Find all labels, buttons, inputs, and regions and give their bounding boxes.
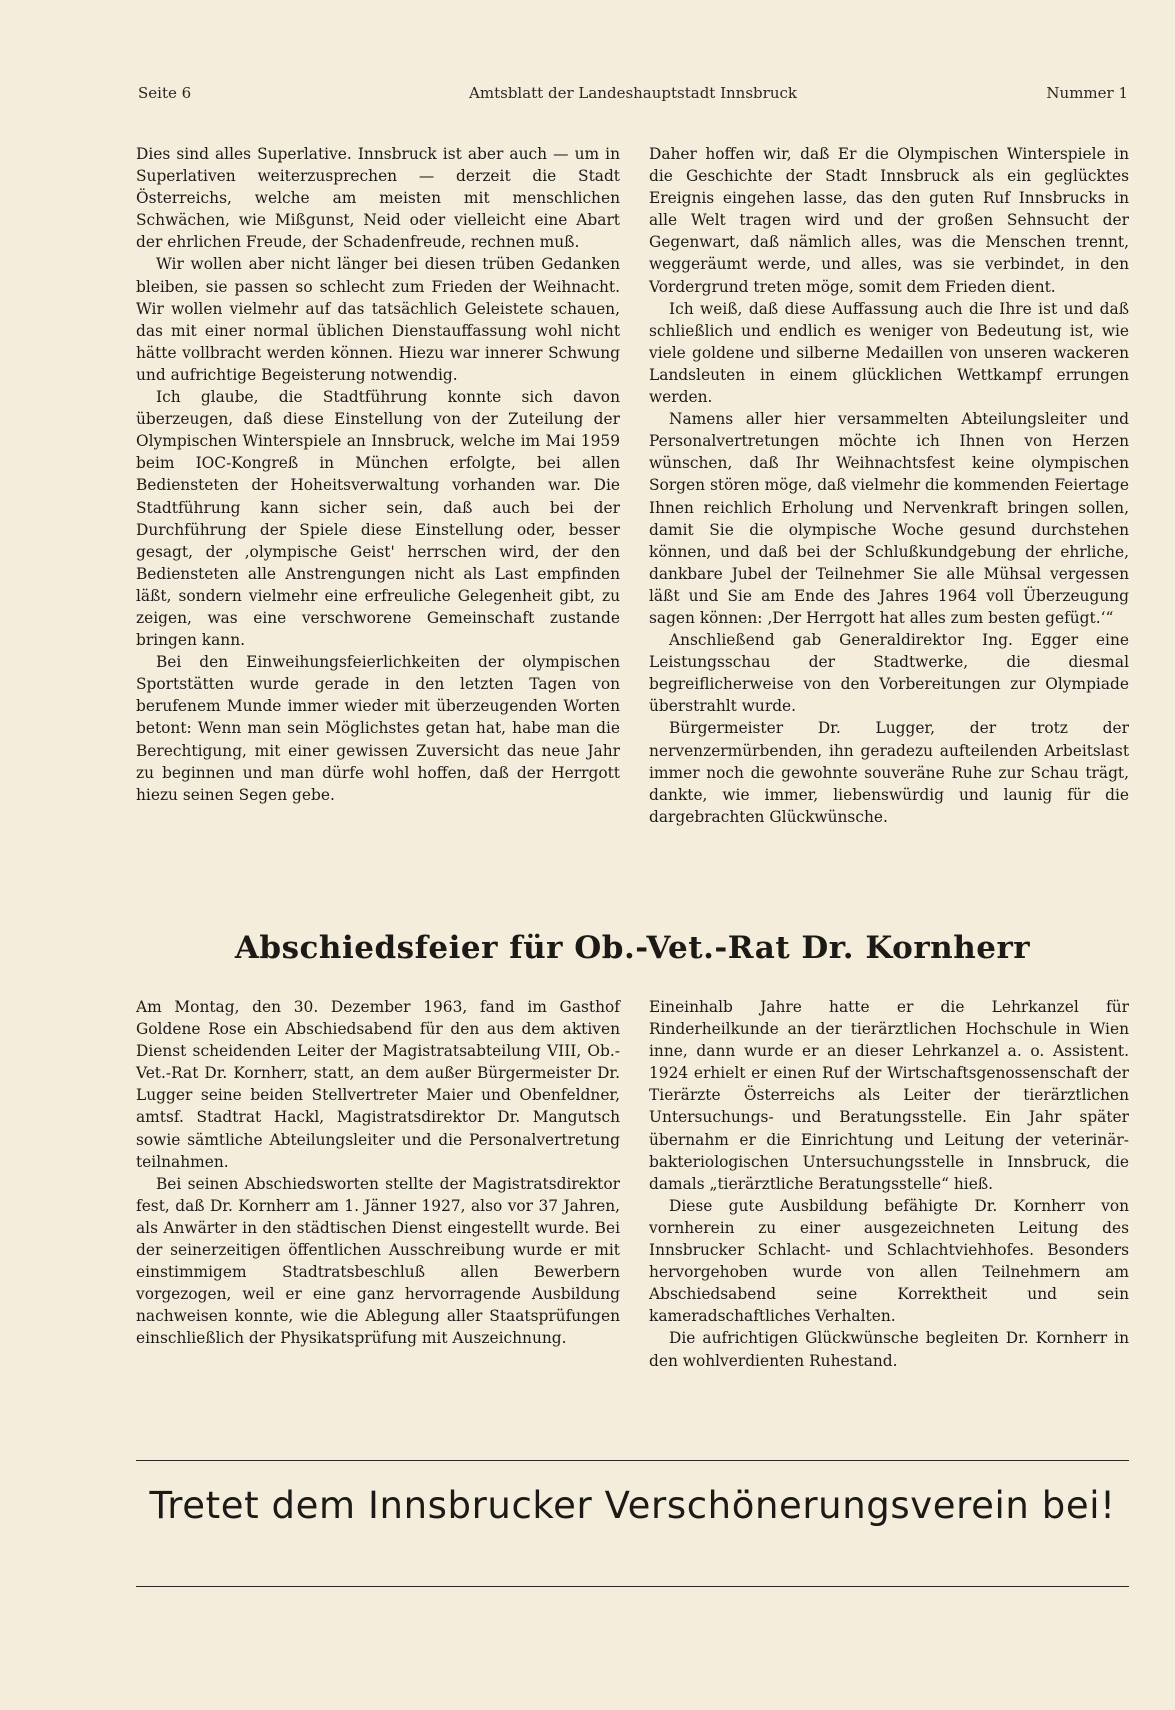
paragraph: Anschließend gab Generaldirektor Ing. Egger eine Leistungsschau der Stadtwerke, die diesmal begreiflicherweise von den Vorbereitungen zur Olympiade überstrahlt wurde. xyxy=(649,631,1129,716)
paragraph: Wir wollen aber nicht länger bei diesen trüben Gedanken bleiben, sie passen so schlecht zum Frieden der Weihnacht. Wir wollen vielmehr auf das tatsächlich Geleistete schauen, das mit einer normal üblichen Dienstauffassung wohl nicht hätte vollbracht werden können. Hiezu war innerer Schwung und aufrichtige Begeisterung notwendig. xyxy=(136,255,620,384)
paragraph: Bei den Einweihungsfeierlichkeiten der olympischen Sportstätten wurde gerade in den letzten Tagen von berufenem Munde immer wieder mit überzeugenden Worten betont: Wenn man sein Möglichstes getan hat, habe man die Berechtigung, mit einer gewissen Zuversicht das neue Jahr zu beginnen und man dürfe wohl hoffen, daß der Herrgott hiezu seinen Segen gebe. xyxy=(136,653,620,804)
paragraph: Ich glaube, die Stadtführung konnte sich davon überzeugen, daß diese Einstellung von der Zuteilung der Olympischen Winterspiele an Innsbruck, welche im Mai 1959 beim IOC-Kongreß in München erfolgte, bei allen Bediensteten der Hoheitsverwaltung vorhanden war. Die Stadtführung kann sicher sein, daß auch bei der Durchführung der Spiele diese Einstellung oder, besser gesagt, der ‚olympische Geist' herrschen wird, der den Bediensteten alle Anstrengungen nicht als Last empfinden läßt, sondern vielmehr eine erfreuliche Gelegenheit gibt, zu zeigen, was eine verschworene Gemeinschaft zustande bringen kann. xyxy=(136,388,620,650)
running-header xyxy=(138,84,1128,108)
paragraph: Diese gute Ausbildung befähigte Dr. Kornherr von vornherein zu einer ausgezeichneten Leitung des Innsbrucker Schlacht- und Schlachtviehhofes. Besonders hervorgehoben wurde von allen Teilnehmern am Abschiedsabend seine Korrektheit und sein kameradschaftliches Verhalten. xyxy=(649,1196,1129,1326)
paragraph: Namens aller hier versammelten Abteilungsleiter und Personalvertretungen möchte ich Ihnen von Herzen wünschen, daß Ihr Weihnachtsfest keine olympischen Sorgen stören möge, daß vielmehr die kommenden Feiertage Ihnen reichlich Erholung und Nervenkraft bringen sollen, damit Sie die olympische Woche gesund durchstehen können, und daß bei der Schlußkundgebung der ehrliche, dankbare Jubel der Teilnehmer Sie alle Mühsal vergessen läßt und Sie am Ende des Jahres 1964 voll Überzeugung sagen können: ‚Der Herrgott hat alles zum besten gefügt.‘“ xyxy=(649,410,1129,627)
paragraph: Bürgermeister Dr. Lugger, der trotz der nervenzermürbenden, ihn geradezu aufteilenden Arbeitslast immer noch die gewohnte souveräne Ruhe zur Schau trägt, dankte, wie immer, liebenswürdig und launig für die dargebrachten Glückwünsche. xyxy=(649,719,1129,826)
paragraph: Ich weiß, daß diese Auffassung auch die Ihre ist und daß schließlich und endlich es weniger von Bedeutung ist, wie viele goldene und silberne Medaillen von unseren wackeren Landsleuten in einem glücklichen Wettkampf errungen werden. xyxy=(649,299,1129,407)
paragraph: Daher hoffen wir, daß Er die Olympischen Winterspiele in die Geschichte der Stadt Innsbruck als ein geglücktes Ereignis eingehen lasse, das den guten Ruf Innsbrucks in alle Welt tragen wird und der großen Sehnsucht der Gegenwart, daß nämlich alles, was die Menschen trennt, weggeräumt werde, und alles, was sie verbindet, in den Vordergrund treten möge, somit dem Frieden dient. xyxy=(649,145,1129,296)
paragraph: Die aufrichtigen Glückwünsche begleiten Dr. Kornherr in den wohlverdienten Ruhestand. xyxy=(649,1329,1129,1370)
page-number: Seite 6 xyxy=(138,84,192,102)
paragraph: Dies sind alles Superlative. Innsbruck ist aber auch — um in Superlativen weiterzusprechen — derzeit die Stadt Österreichs, welche am meisten mit menschlichen Schwächen, wie Mißgunst, Neid oder vielleicht eine Abart der ehrlichen Freude, der Schadenfreude, rechnen muß. xyxy=(136,145,620,252)
paragraph: Eineinhalb Jahre hatte er die Lehrkanzel für Rinderheilkunde an der tierärztlichen Hochschule in Wien inne, dann wurde er an dieser Lehrkanzel a. o. Assistent. 1924 erhielt er einen Ruf der Wirtschaftsgenossenschaft der Tierärzte Österreichs als Leiter der tierärztlichen Untersuchungs- und Beratungsstelle. Ein Jahr später übernahm er die Einrichtung und Leitung der veterinär-bakteriologischen Untersuchungsstelle in Innsbruck, die damals „tierärztliche Beratungsstelle“ hieß. xyxy=(649,998,1129,1193)
publication-title: Amtsblatt der Landeshauptstadt Innsbruck xyxy=(469,84,797,102)
article2-headline: Abschiedsfeier für Ob.-Vet.-Rat Dr. Kornherr xyxy=(234,930,1031,966)
advert-slogan: Tretet dem Innsbrucker Verschönerungsverein bei! xyxy=(149,1484,1116,1527)
article1-column-left xyxy=(136,143,620,806)
article2-column-right xyxy=(649,996,1129,1372)
paragraph: Bei seinen Abschiedsworten stellte der Magistratsdirektor fest, daß Dr. Kornherr am 1. Jänner 1927, also vor 37 Jahren, als Anwärter in den städtischen Dienst eingestellt wurde. Bei der seinerzeitigen öffentlichen Ausschreibung wurde er mit einstimmigem Stadtratsbeschluß allen Bewerbern vorgezogen, weil er eine ganz hervorragende Ausbildung nachweisen konnte, wie die Ablegung aller Staatsprüfungen einschließlich der Physikatsprüfung mit Auszeichnung. xyxy=(136,1174,620,1348)
divider-top xyxy=(136,1460,1129,1461)
divider-bottom xyxy=(136,1586,1129,1587)
issue-number: Nummer 1 xyxy=(1046,84,1128,102)
paragraph: Am Montag, den 30. Dezember 1963, fand im Gasthof Goldene Rose ein Abschiedsabend für den aus dem aktiven Dienst scheidenden Leiter der Magistratsabteilung VIII, Ob.-Vet.-Rat Dr. Kornherr, statt, an dem außer Bürgermeister Dr. Lugger seine beiden Stellvertreter Maier und Obenfeldner, amtsf. Stadtrat Hackl, Magistratsdirektor Dr. Mangutsch sowie sämtliche Abteilungsleiter und die Personalvertretung teilnahmen. xyxy=(136,998,620,1171)
article2-column-left xyxy=(136,996,620,1350)
article1-column-right xyxy=(649,143,1129,828)
